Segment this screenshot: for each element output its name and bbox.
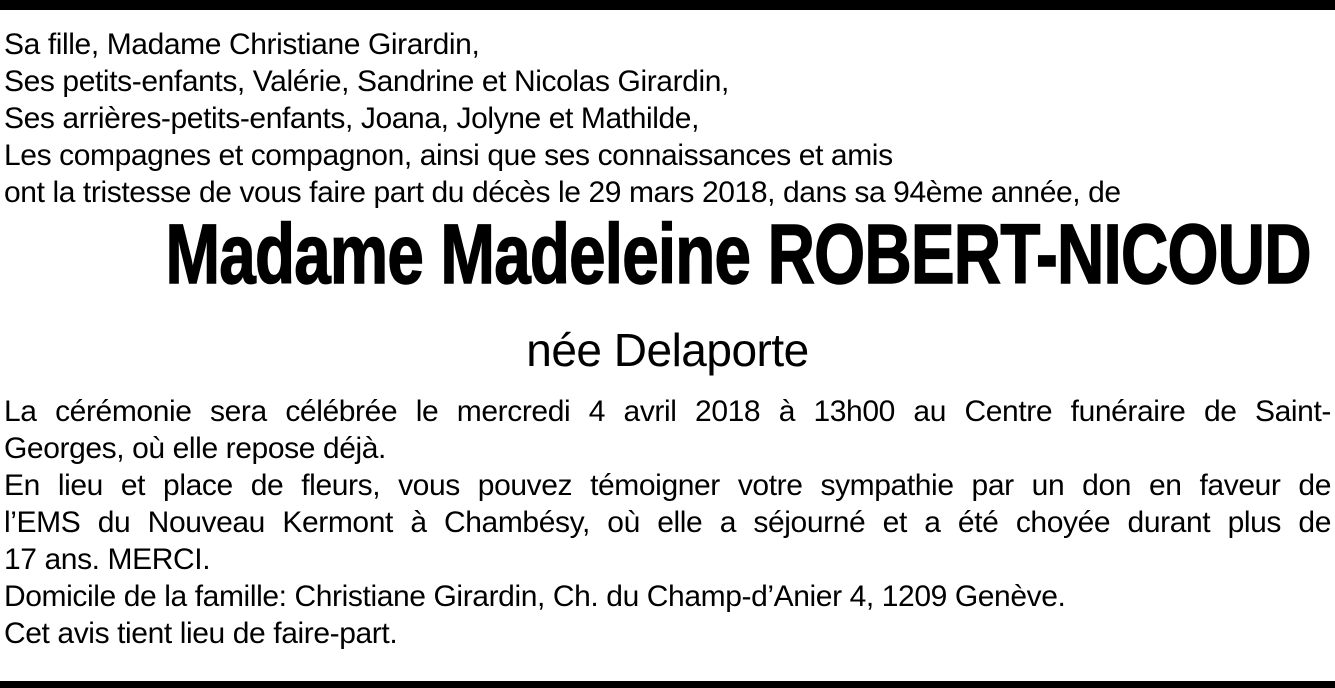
maiden-name-subtitle: née Delaporte xyxy=(526,324,809,376)
intro-line-grandchildren: Ses petits-enfants, Valérie, Sandrine et Nicolas Girardin, xyxy=(4,65,729,98)
details-block xyxy=(4,393,1331,652)
notice-content xyxy=(0,10,1335,652)
intro-line-companions: Les compagnes et compagnon, ainsi que ses connaissances et amis xyxy=(4,139,893,172)
intro-line-great-grandchildren: Ses arrières-petits-enfants, Joana, Jolyne et Mathilde, xyxy=(4,102,700,135)
family-address-line: Domicile de la famille: Christiane Girardin, Ch. du Champ-d’Anier 4, 1209 Genève. xyxy=(4,580,1066,613)
donation-line-2: l’EMS du Nouveau Kermont à Chambésy, où elle a séjourné et a été choyée durant plus de xyxy=(4,506,1331,539)
deceased-name-title xyxy=(4,209,1331,299)
ceremony-line-2: Georges, où elle repose déjà. xyxy=(4,432,386,465)
top-rule-bar xyxy=(0,0,1335,10)
donation-line-1: En lieu et place de fleurs, vous pouvez témoigner votre sympathie par un don en faveur de xyxy=(4,469,1331,502)
deceased-name-text: Madame Madeleine ROBERT-NICOUD xyxy=(165,207,1311,301)
intro-line-announcement: ont la tristesse de vous faire part du décès le 29 mars 2018, dans sa 94ème année, de xyxy=(4,176,1121,209)
intro-block xyxy=(4,26,1331,211)
bottom-rule-bar xyxy=(0,681,1335,688)
intro-line-daughter: Sa fille, Madame Christiane Girardin, xyxy=(4,28,480,61)
ceremony-line-1: La cérémonie sera célébrée le mercredi 4 avril 2018 à 13h00 au Centre funéraire de Saint- xyxy=(4,395,1331,428)
donation-line-3: 17 ans. MERCI. xyxy=(4,543,211,576)
faire-part-line: Cet avis tient lieu de faire-part. xyxy=(4,617,398,650)
